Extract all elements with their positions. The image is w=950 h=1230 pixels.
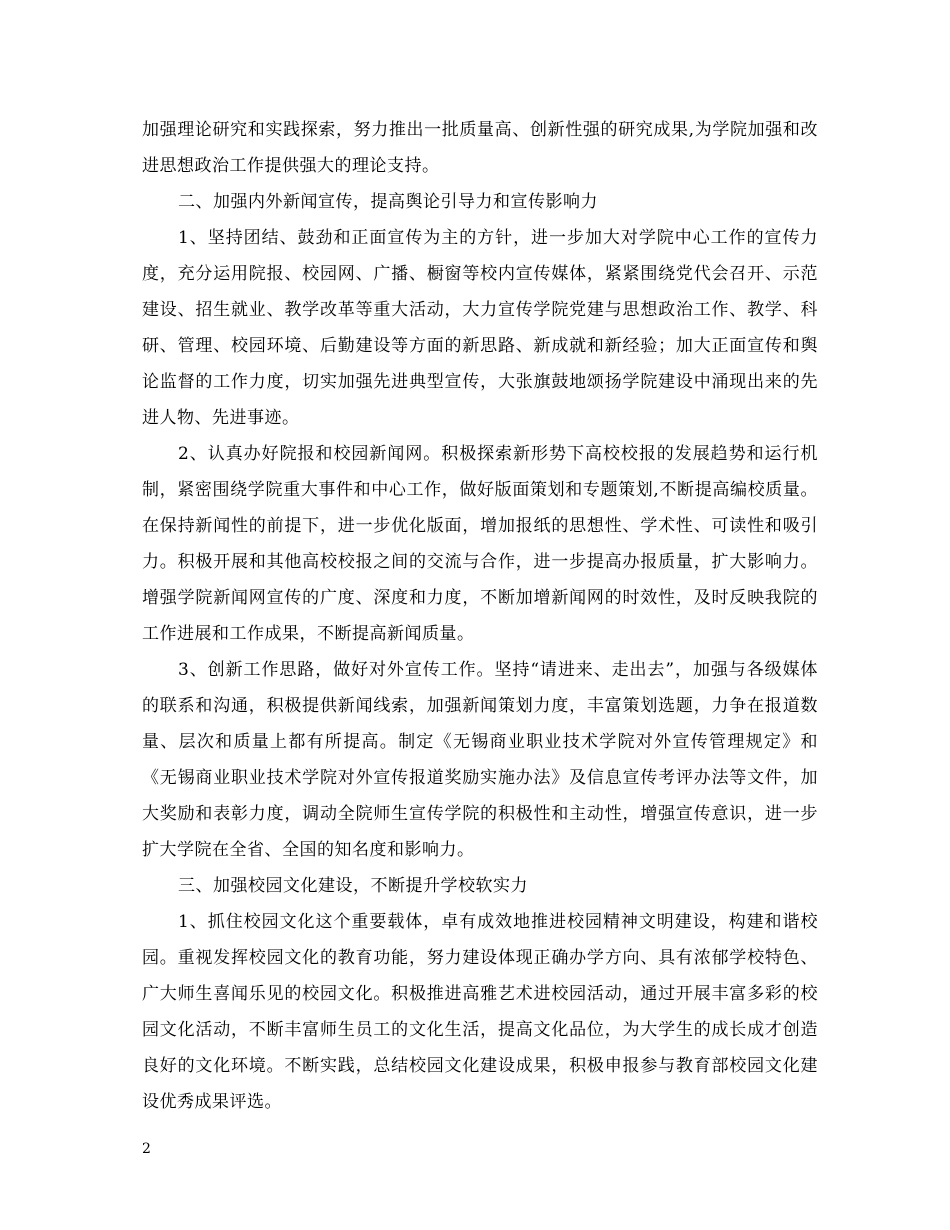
paragraph-2-2: 2、认真办好院报和校园新闻网。积极探索新形势下高校校报的发展趋势和运行机制，紧密围绕学院重大事件和中心工作，做好版面策划和专题策划,不断提高编校质量。在保持新闻性的前提下，进一步优化版面，增加报纸的思想性、学术性、可读性和吸引力。积极开展和其他高校校报之间的交流与合作，进一步提高办报质量，扩大影响力。增强学院新闻网宣传的广度、深度和力度，不断加增新闻网的时效性，及时反映我院的工作进展和工作成果，不断提高新闻质量。 — [142, 444, 818, 644]
section-heading-two: 二、加强内外新闻宣传，提高舆论引导力和宣传影响力 — [178, 192, 598, 212]
document-body — [142, 112, 818, 1120]
paragraph-3-1: 1、抓住校园文化这个重要载体，卓有成效地推进校园精神文明建设，构建和谐校园。重视发挥校园文化的教育功能，努力建设体现正确办学方向、具有浓郁学校特色、广大师生喜闻乐见的校园文化。积极推进高雅艺术进校园活动，通过开展丰富多彩的校园文化活动，不断丰富师生员工的文化生活，提高文化品位，为大学生的成长成才创造良好的文化环境。不断实践，总结校园文化建设成果，积极申报参与教育部校园文化建设优秀成果评选。 — [142, 912, 818, 1112]
paragraph-2-1: 1、坚持团结、鼓劲和正面宣传为主的方针，进一步加大对学院中心工作的宣传力度，充分运用院报、校园网、广播、橱窗等校内宣传媒体，紧紧围绕党代会召开、示范建设、招生就业、教学改革等重大活动，大力宣传学院党建与思想政治工作、教学、科研、管理、校园环境、后勤建设等方面的新思路、新成就和新经验；加大正面宣传和舆论监督的工作力度，切实加强先进典型宣传，大张旗鼓地颂扬学院建设中涌现出来的先进人物、先进事迹。 — [142, 228, 818, 428]
page-number: 2 — [142, 1141, 151, 1157]
paragraph-continuation: 加强理论研究和实践探索，努力推出一批质量高、创新性强的研究成果,为学院加强和改进思想政治工作提供强大的理论支持。 — [142, 120, 818, 176]
paragraph-2-3: 3、创新工作思路，做好对外宣传工作。坚持“请进来、走出去”，加强与各级媒体的联系和沟通，积极提供新闻线索，加强新闻策划力度，丰富策划选题，力争在报道数量、层次和质量上都有所提高。制定《无锡商业职业技术学院对外宣传管理规定》和《无锡商业职业技术学院对外宣传报道奖励实施办法》及信息宣传考评办法等文件，加大奖励和表彰力度，调动全院师生宣传学院的积极性和主动性，增强宣传意识，进一步扩大学院在全省、全国的知名度和影响力。 — [142, 660, 818, 860]
section-heading-three: 三、加强校园文化建设，不断提升学校软实力 — [178, 876, 528, 896]
